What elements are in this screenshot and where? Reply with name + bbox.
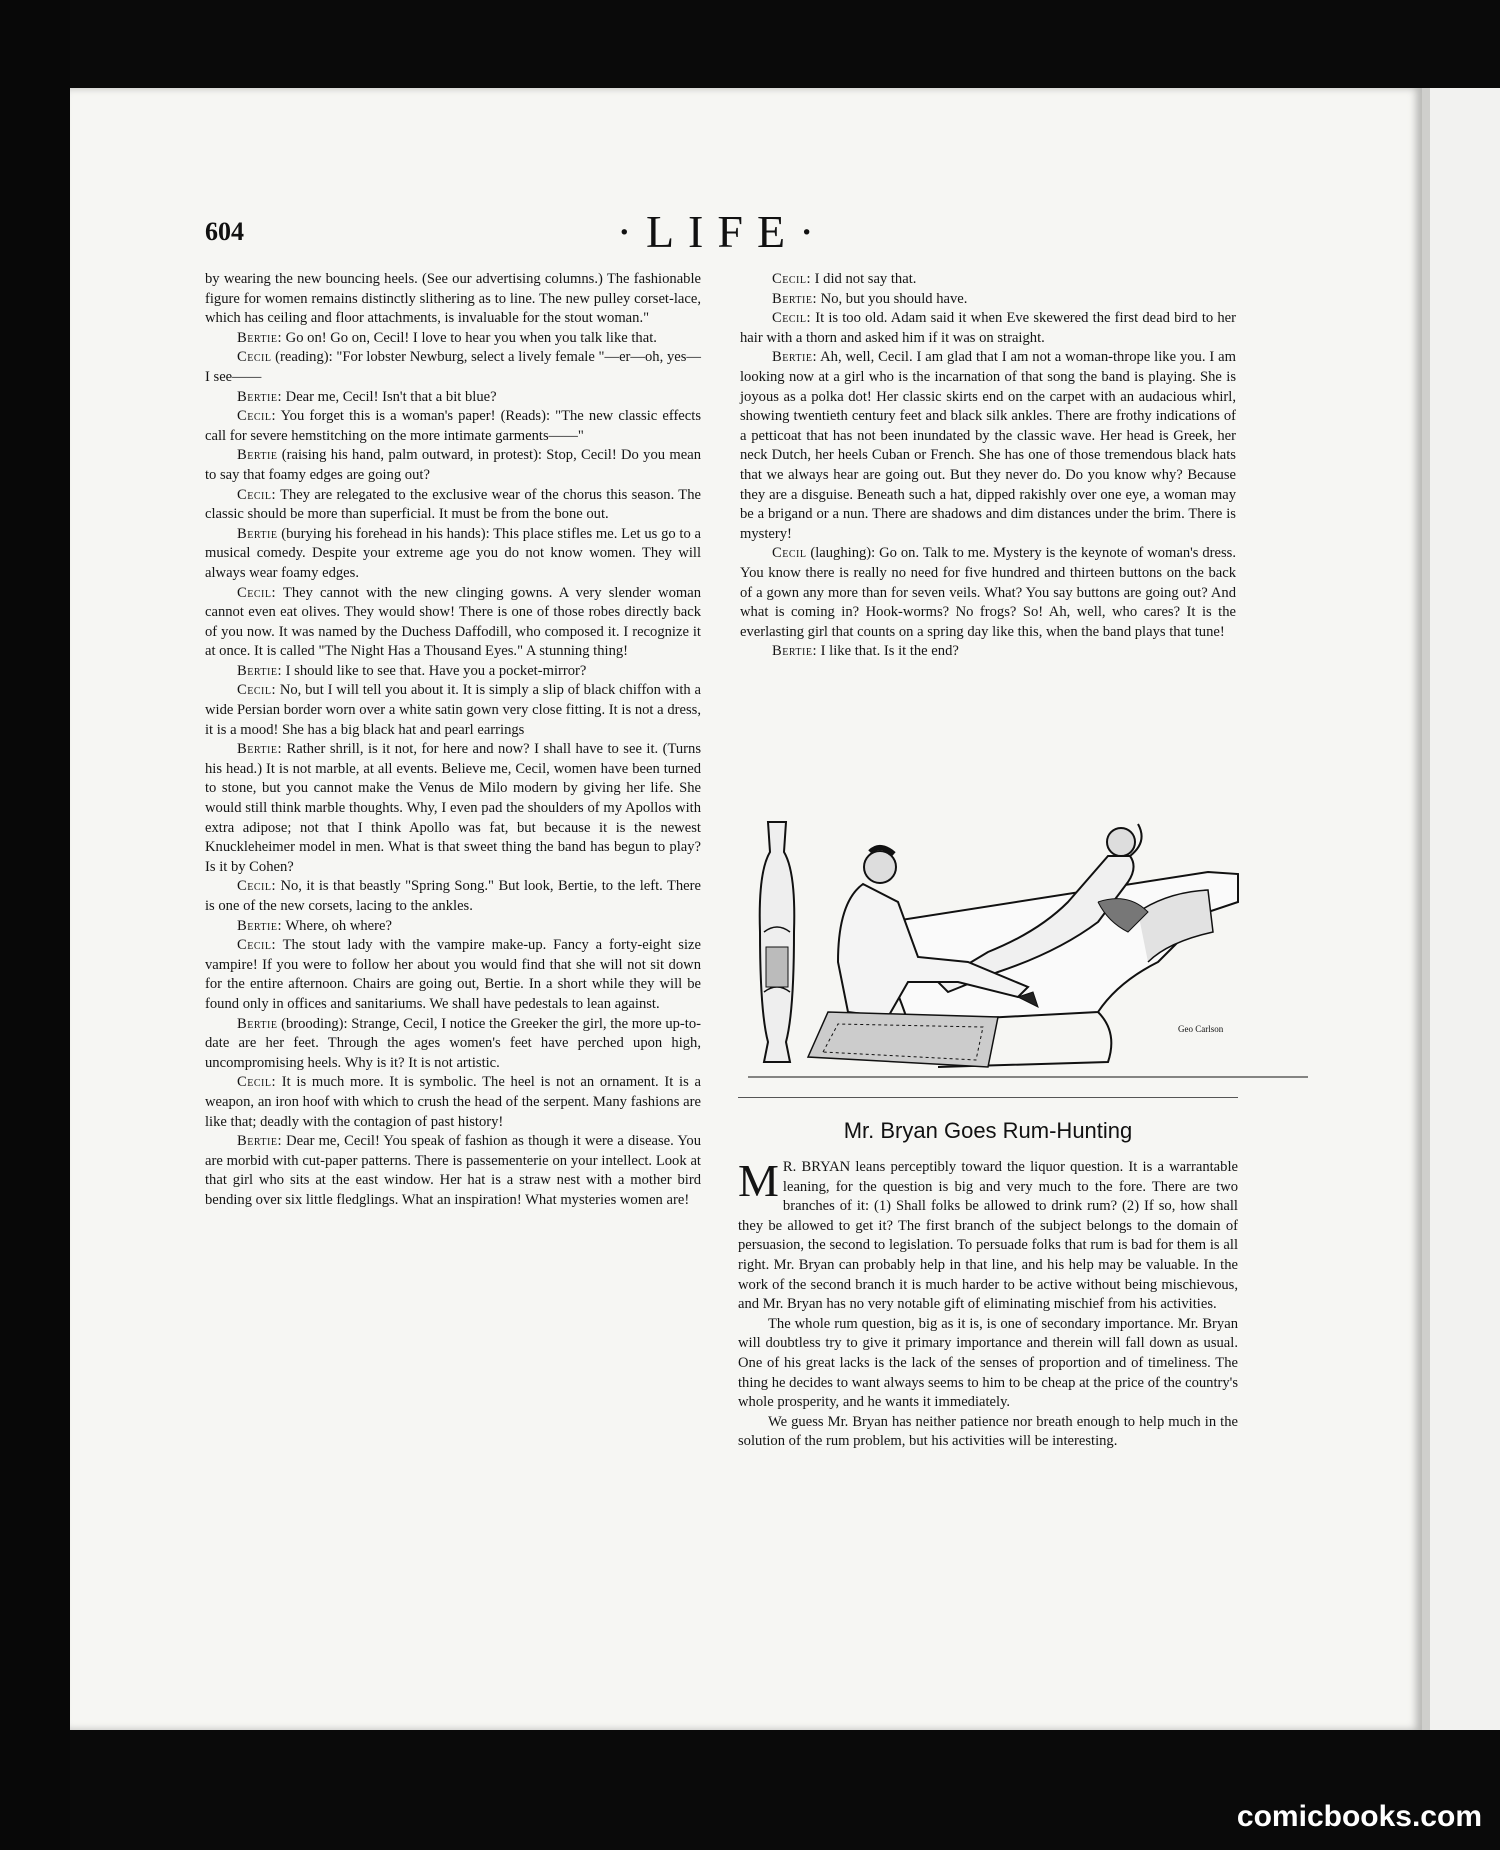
paragraph-text: Dear me, Cecil! You speak of fashion as though it were a disease. You are morbid with cut-paper patterns. There is passementerie on your intellect. Look at that girl who sits at the east window. Her hat is a straw nest with a mother bird bending over six little fledglings. What an inspiration! What mysteries women are! bbox=[205, 1133, 701, 1208]
speaker-name: Cecil bbox=[237, 349, 272, 366]
paragraph-text: Where, oh where? bbox=[282, 917, 392, 934]
paragraph-text: They are relegated to the exclusive wear of the chorus this season. The classic should be more than superficial. It must be from the bone out. bbox=[205, 486, 701, 523]
right-column bbox=[740, 270, 1236, 662]
speaker-name: Cecil: bbox=[237, 878, 277, 895]
speaker-name: Bertie: bbox=[237, 388, 283, 405]
speaker-name: Bertie: bbox=[237, 917, 283, 934]
paragraph-text: (reading): "For lobster Newburg, select a lively female "—er—oh, yes—I see—— bbox=[205, 349, 701, 385]
paragraph-text: (burying his forehead in his hands): This place stifles me. Let us go to a musical comedy. Despite your extreme age you do not know women. They will always wear foamy edges. bbox=[205, 525, 701, 581]
dialogue-paragraph bbox=[205, 1015, 701, 1074]
paragraph-text: No, but I will tell you about it. It is simply a slip of black chiffon with a wide Persian border worn over a white satin gown very close fitting. It is not a dress, it is a mood! She has a big black hat and pearl earrings bbox=[205, 682, 701, 738]
page-edge bbox=[1422, 88, 1430, 1730]
site-watermark: comicbooks.com bbox=[1236, 1800, 1482, 1833]
article-paragraph bbox=[738, 1155, 1238, 1315]
paragraph-text: You forget this is a woman's paper! (Reads): "The new classic effects call for severe hemstitching on the more intimate garments——" bbox=[205, 408, 701, 444]
article-body bbox=[738, 1155, 1238, 1452]
dialogue-paragraph bbox=[740, 290, 1236, 310]
dialogue-paragraph bbox=[205, 486, 701, 525]
illustration-signature: Geo Carlson bbox=[1178, 1024, 1224, 1034]
paragraph-text: It is much more. It is symbolic. The heel is not an ornament. It is a weapon, an iron hoof with which to crush the head of the serpent. Many fashions are like that; deadly with the contagion of past history! bbox=[205, 1074, 701, 1130]
article-title: Mr. Bryan Goes Rum-Hunting bbox=[843, 1118, 1133, 1143]
dialogue-paragraph bbox=[740, 642, 1236, 662]
couple-illustration-icon bbox=[738, 812, 1318, 1090]
speaker-name: Cecil: bbox=[237, 486, 277, 503]
paragraph-text: (brooding): Strange, Cecil, I notice the Greeker the girl, the more up-to-date are her feet. Through the ages women's feet have perched upon high, uncompromising heels. Why is it? It is not artistic. bbox=[205, 1015, 701, 1071]
dialogue-paragraph bbox=[205, 584, 701, 662]
speaker-name: Cecil: bbox=[237, 1074, 277, 1091]
dialogue-paragraph bbox=[740, 544, 1236, 642]
speaker-name: Bertie: bbox=[772, 349, 818, 366]
paragraph-text: No, it is that beastly "Spring Song." But look, Bertie, to the left. There is one of the new corsets, lacing to the ankles. bbox=[205, 878, 701, 914]
speaker-name: Cecil: bbox=[237, 408, 277, 425]
paragraph-text: by wearing the new bouncing heels. (See our advertising columns.) The fashionable figure for women remains distinctly slithering as to line. The new pulley corset-lace, which has ceiling and floor attachments, is invaluable for the stout woman." bbox=[205, 271, 701, 327]
speaker-name: Bertie: bbox=[237, 329, 283, 346]
paragraph-text: It is too old. Adam said it when Eve skewered the first dead bird to her hair with a thorn and asked him if it was on straight. bbox=[740, 310, 1236, 346]
speaker-name: Bertie: bbox=[772, 643, 818, 660]
scan-background bbox=[0, 0, 70, 1850]
dialogue-paragraph bbox=[740, 270, 1236, 290]
dialogue-paragraph bbox=[205, 446, 701, 485]
speaker-name: Cecil: bbox=[237, 584, 277, 601]
paragraph-text: No, but you should have. bbox=[817, 290, 968, 307]
page-number: 604 bbox=[205, 217, 244, 246]
dialogue-paragraph bbox=[205, 917, 701, 937]
speaker-name: Cecil: bbox=[772, 271, 812, 287]
speaker-name: Bertie: bbox=[237, 662, 283, 679]
dialogue-paragraph bbox=[205, 740, 701, 877]
paragraph-text: I should like to see that. Have you a pocket-mirror? bbox=[282, 662, 587, 679]
dialogue-paragraph bbox=[205, 662, 701, 682]
paragraph-text: Dear me, Cecil! Isn't that a bit blue? bbox=[282, 388, 497, 405]
speaker-name: Bertie: bbox=[237, 741, 283, 758]
page-header bbox=[205, 205, 1240, 260]
section-divider bbox=[738, 1097, 1238, 1098]
speaker-name: Cecil: bbox=[772, 310, 812, 327]
dialogue-paragraph bbox=[205, 329, 701, 349]
speaker-name: Bertie bbox=[237, 525, 278, 542]
dialogue-paragraph bbox=[205, 936, 701, 1014]
dialogue-paragraph bbox=[205, 270, 701, 329]
drop-cap: M bbox=[738, 1155, 779, 1206]
article-paragraph bbox=[738, 1315, 1238, 1413]
dialogue-paragraph bbox=[205, 877, 701, 916]
article-paragraph bbox=[738, 1413, 1238, 1452]
paragraph-text: R. BRYAN leans perceptibly toward the liquor question. It is a warrantable leaning, for the question is big and very much to the fore. There are two branches of it: (1) Shall folks be allowed to drink rum? (2) If so, how shall they be allowed to get it? The first branch of the subject belongs to the domain of persuasion, the second to legislation. To persuade folks that rum is bad for them is all right. Mr. Bryan can probably help in that line, and his help may be valuable. In the work of the second branch it is much harder to be active without being mischievous, and Mr. Bryan has no very notable gift of eliminating mischief from his activities. bbox=[738, 1159, 1238, 1313]
paragraph-text: The stout lady with the vampire make-up. Fancy a forty-eight size vampire! If you were to follow her about you would find that she will not sit down for the entire afternoon. Chairs are going out, Bertie. In a short while they will be found only in offices and sanitariums. We shall have pedestals to lean against. bbox=[205, 937, 701, 1012]
paragraph-text: Go on! Go on, Cecil! I love to hear you when you talk like that. bbox=[282, 329, 657, 346]
speaker-name: Cecil bbox=[772, 545, 807, 562]
dialogue-paragraph bbox=[205, 681, 701, 740]
adjacent-page bbox=[1430, 88, 1500, 1730]
speaker-name: Cecil: bbox=[237, 682, 277, 699]
speaker-name: Bertie bbox=[237, 447, 278, 464]
illustration-drawing bbox=[738, 812, 1318, 1090]
paragraph-text: They cannot with the new clinging gowns. A very slender woman cannot even eat olives. They would show! There is one of those robes directly back of you now. It was named by the Duchess Daffodill, who composed it. I recognize it at once. It is called "The Night Has a Thousand Eyes." A stunning thing! bbox=[205, 584, 701, 660]
paragraph-text: Rather shrill, is it not, for here and now? I shall have to see it. (Turns his head.) It is not marble, at all events. Believe me, Cecil, women have been turned to stone, but you cannot make the Venus de Milo modern by giving her life. She would still think marble thoughts. Why, I even pad the shoulders of my Apollos with extra adipose; not that I think Apollo was fat, but because it is the newest Knuckleheimer model in men. What is that sweet thing the band has begun to play? Is it by Cohen? bbox=[205, 741, 701, 875]
dialogue-paragraph bbox=[205, 1132, 701, 1210]
paragraph-text: (laughing): Go on. Talk to me. Mystery is the keynote of woman's dress. You know there is really no need for five hundred and thirteen buttons on the back of a gown any more than for seven veils. What? You say buttons are going out? And what is coming in? Hook-worms? No frogs? So! Ah, well, who cares? It is the everlasting girl that counts on a spring day like this, when the band plays that tune! bbox=[740, 545, 1236, 640]
paragraph-text: The whole rum question, big as it is, is one of secondary importance. Mr. Bryan will doubtless try to give it primary importance and therein will fall down as usual. One of his great lacks is the lack of the senses of proportion and of timeliness. The thing he decides to want always seems to him to be cheap at the price of the country's whole prosperity, and he wants it immediately. bbox=[738, 1315, 1238, 1411]
dialogue-paragraph bbox=[205, 388, 701, 408]
masthead-title: ·LIFE· bbox=[616, 206, 829, 257]
paragraph-text: We guess Mr. Bryan has neither patience nor breath enough to help much in the solution of the rum problem, but his activities will be interesting. bbox=[738, 1413, 1238, 1450]
dialogue-paragraph bbox=[205, 1073, 701, 1132]
paragraph-text: I like that. Is it the end? bbox=[817, 643, 959, 660]
speaker-name: Bertie: bbox=[237, 1133, 283, 1150]
dialogue-paragraph bbox=[205, 525, 701, 584]
paragraph-text: Ah, well, Cecil. I am glad that I am not a woman-thrope like you. I am looking now at a girl who is the incarnation of that song the band is playing. She is joyous as a polka dot! Her classic skirts end on the carpet with an audacious whirl, showing twentieth century feet and black silk ankles. There are frothy indications of a petticoat that has not been inundated by the classic wave. Her head is Greek, her neck Dutch, her heels Cuban or French. She has one of those tremendous black hats that we always hear are going out. But they never do. Do you know why? Because they are a disguise. Beneath such a hat, dipped rakishly over one eye, a woman may be a brigand or a nun. There are shadows and dim distances under the brim. There is mystery! bbox=[740, 349, 1236, 542]
left-column bbox=[205, 270, 701, 1211]
speaker-name: Cecil: bbox=[237, 937, 277, 954]
dialogue-paragraph bbox=[205, 407, 701, 446]
dialogue-paragraph bbox=[205, 348, 701, 387]
speaker-name: Bertie: bbox=[772, 290, 818, 307]
dialogue-paragraph bbox=[740, 309, 1236, 348]
paragraph-text: (raising his hand, palm outward, in protest): Stop, Cecil! Do you mean to say that foamy edges are going out? bbox=[205, 447, 701, 483]
dialogue-paragraph bbox=[740, 348, 1236, 544]
speaker-name: Bertie bbox=[237, 1015, 278, 1032]
paragraph-text: I did not say that. bbox=[811, 271, 917, 287]
